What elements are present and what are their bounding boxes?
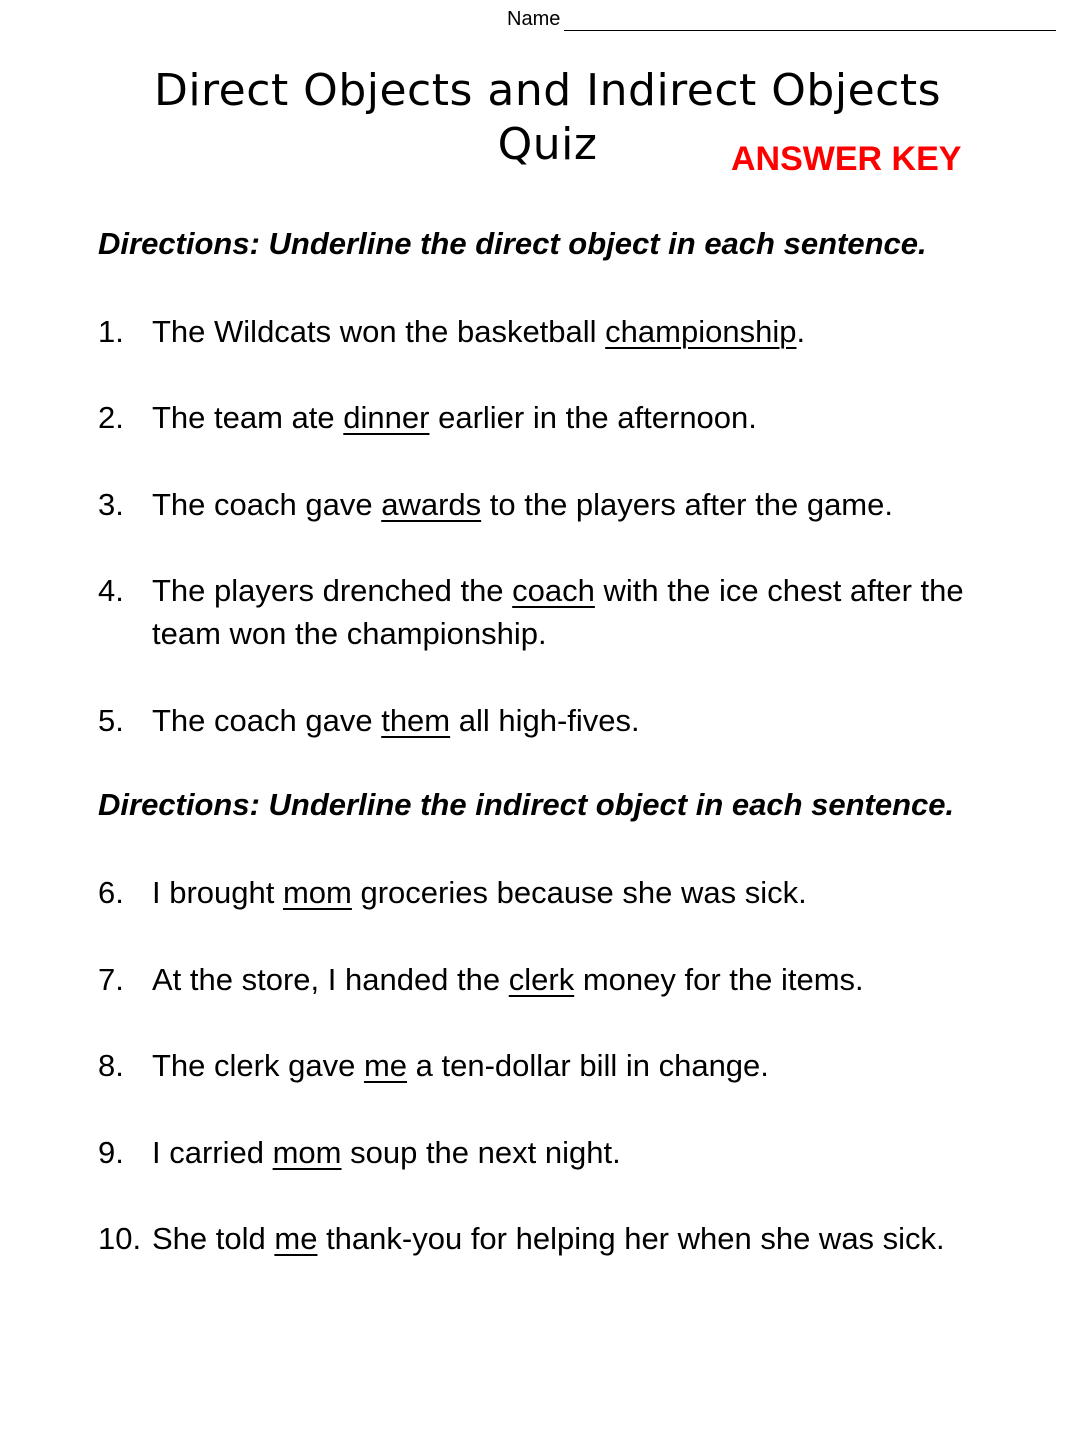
item-text: soup the next night. [341,1135,621,1170]
answer-underline: me [363,1048,408,1083]
answer-underline: coach [512,573,595,608]
answer-underline: dinner [343,400,430,435]
answer-underline: me [274,1221,318,1256]
item-text: a ten-dollar bill in change. [407,1048,769,1083]
item-text: all high-fives. [450,703,640,738]
item-text: earlier in the afternoon. [429,400,757,435]
item-text: The players drenched the [152,573,513,608]
name-field[interactable] [507,8,1056,31]
answer-underline: championship [605,314,797,349]
quiz-item-9 [98,1131,998,1174]
quiz-item-2 [98,396,998,439]
answer-underline: them [381,703,451,738]
item-text: The coach gave [152,703,382,738]
item-number: 3. [98,487,124,522]
name-label: Name [507,8,561,30]
title-line-1: Direct Objects and Indirect Objects [153,65,942,116]
item-text: thank-you for helping her when she was sick. [317,1221,945,1256]
item-text: The Wildcats won the basketball [152,314,606,349]
item-text: . [796,314,806,349]
item-text: She told [152,1221,275,1256]
answer-underline: mom [282,875,352,910]
item-text: The clerk gave [152,1048,364,1083]
item-number: 6. [98,875,124,910]
quiz-item-1 [98,310,998,353]
item-number: 2. [98,400,124,435]
item-text: money for the items. [574,962,864,997]
item-number: 9. [98,1135,124,1170]
answer-underline: awards [381,487,482,522]
item-text: I carried [152,1135,273,1170]
item-text: groceries because she was sick. [351,875,807,910]
answer-underline: clerk [508,962,575,997]
item-text: At the store, I handed the [152,962,509,997]
quiz-item-6 [98,871,998,914]
item-number: 8. [98,1048,124,1083]
item-number: 7. [98,962,124,997]
quiz-item-4 [98,569,998,655]
quiz-item-3 [98,483,998,526]
directions-direct-object: Directions: Underline the direct object in each sentence. [98,226,927,261]
quiz-item-10 [98,1217,998,1260]
answer-key-label: ANSWER KEY [731,140,962,178]
answer-underline: mom [272,1135,342,1170]
name-blank-line[interactable] [564,8,1056,31]
item-text: with the ice chest after the team won the championship. [152,573,964,651]
item-text: to the players after the game. [481,487,893,522]
item-number: 5. [98,703,124,738]
item-number: 4. [98,573,124,608]
quiz-item-8 [98,1044,998,1087]
quiz-item-7 [98,958,998,1001]
item-text: I brought [152,875,283,910]
title-line-2: Quiz [497,119,598,170]
quiz-item-5 [98,699,998,742]
item-number: 1. [98,314,124,349]
item-text: The team ate [152,400,344,435]
directions-indirect-object: Directions: Underline the indirect object in each sentence. [98,787,955,822]
item-text: The coach gave [152,487,382,522]
item-number: 10. [98,1221,142,1256]
